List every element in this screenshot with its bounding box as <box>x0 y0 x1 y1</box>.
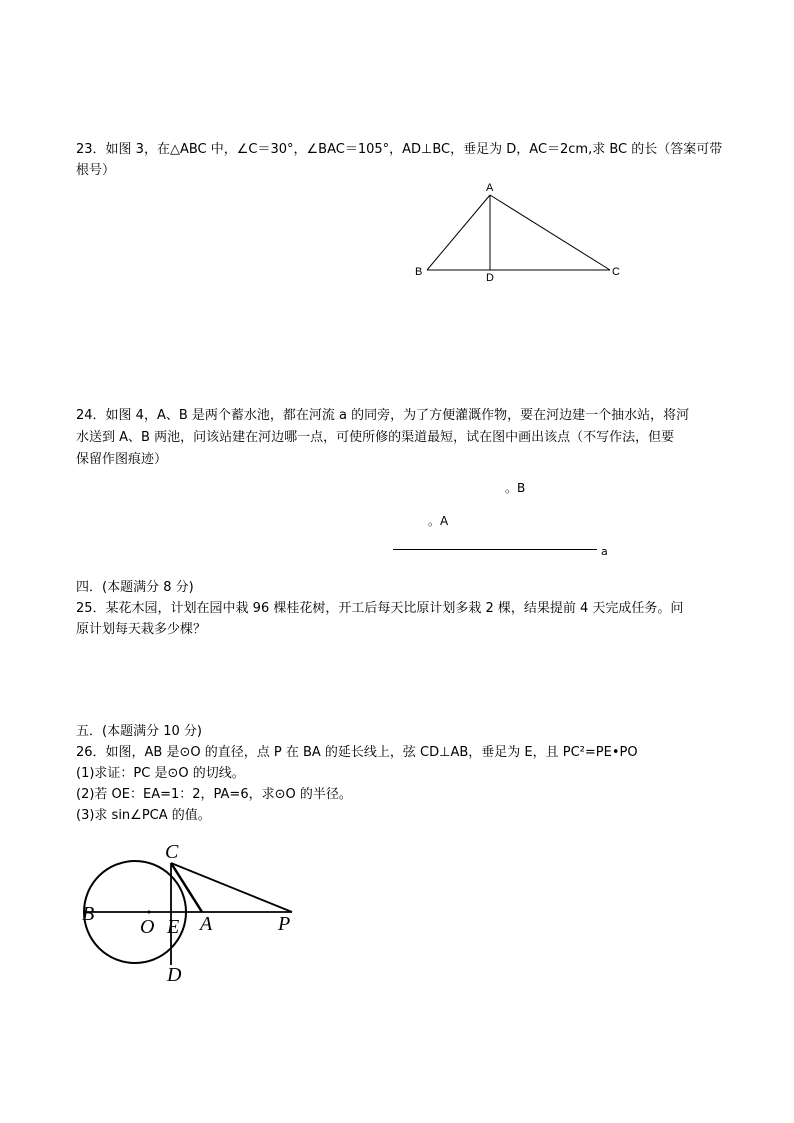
q24-line2: 水送到 A、B 两池，问该站建在河边哪一点，可使所修的渠道最短，试在图中画出该点（不写作法，但要 <box>76 430 675 445</box>
reservoir-a-label: 。A <box>428 514 449 528</box>
label-c: C <box>612 266 620 278</box>
q26-sub1: (1)求证：PC 是⊙O 的切线。 <box>76 766 245 781</box>
label-b: B <box>82 903 95 925</box>
side-ac <box>490 195 610 270</box>
segment-ca <box>171 863 202 912</box>
label-e: E <box>167 916 180 938</box>
q25-line1: 25．某花木园，计划在园中栽 96 棵桂花树，开工后每天比原计划多栽 2 棵，结果提前 4 天完成任务。问 <box>76 601 684 616</box>
section5-heading: 五．(本题满分 10 分) <box>76 724 202 739</box>
reservoir-b-label: 。B <box>505 481 526 495</box>
label-b: B <box>415 266 423 278</box>
q26-sub2: (2)若 OE：EA=1：2，PA=6，求⊙O 的半径。 <box>76 787 352 802</box>
label-p: P <box>278 913 291 935</box>
q24-line1: 24．如图 4，A、B 是两个蓄水池，都在河流 a 的同旁，为了方便灌溉作物，要在河边建一个抽水站，将河 <box>76 408 690 423</box>
tangent-cp <box>171 863 292 912</box>
q23-line2: 根号） <box>76 163 116 178</box>
center-dot <box>148 911 151 914</box>
q26-line1: 26．如图，AB 是⊙O 的直径，点 P 在 BA 的延长线上，弦 CD⊥AB，垂足为 E，且 PC²=PE•PO <box>76 745 638 760</box>
label-d: D <box>486 272 494 284</box>
circle-tangent-figure <box>80 838 300 988</box>
q24-line3: 保留作图痕迹） <box>76 452 168 467</box>
label-a: A <box>486 182 494 194</box>
label-a: A <box>200 913 213 935</box>
q25-line2: 原计划每天栽多少棵？ <box>76 622 207 637</box>
label-d: D <box>167 964 182 986</box>
q23-line1: 23．如图 3，在△ABC 中，∠C＝30°，∠BAC＝105°，AD⊥BC，垂足为 D，AC＝2cm,求 BC 的长（答案可带 <box>76 142 723 157</box>
q26-sub3: (3)求 sin∠PCA 的值。 <box>76 808 211 823</box>
side-ab <box>427 195 490 270</box>
label-o: O <box>140 916 155 938</box>
label-c: C <box>165 841 179 863</box>
river-line <box>393 548 598 552</box>
section4-heading: 四．(本题满分 8 分) <box>76 580 194 595</box>
triangle-abc-figure <box>405 176 635 288</box>
river-a-label: a <box>601 545 608 558</box>
